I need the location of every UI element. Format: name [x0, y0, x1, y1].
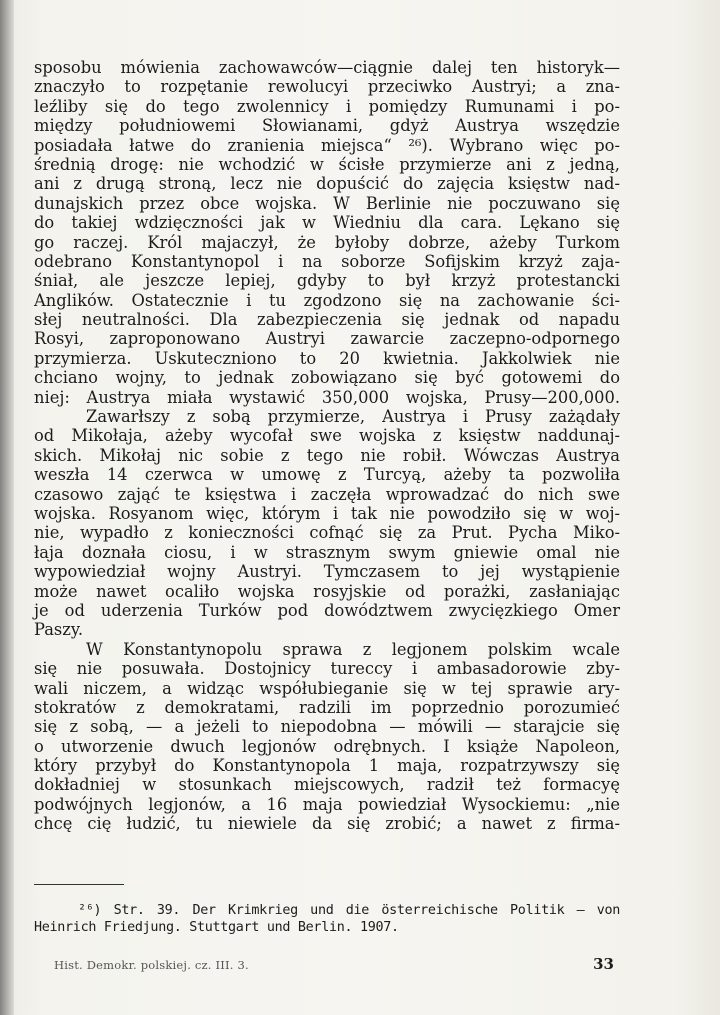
- paragraph-end-line: Paszy.: [34, 620, 84, 640]
- text-line: który przybył do Konstantynopola 1 maja, rozpatrzywszy się: [34, 756, 620, 776]
- text-line: się z sobą, — a jeżeli to niepodobna — mówili — starajcie się: [34, 717, 620, 737]
- text-line: nie, wypadło z konieczności cofnąć się za Prut. Pycha Miko-: [34, 523, 620, 543]
- text-line: chcę cię łudzić, tu niewiele da się zrobić; a nawet z firma-: [34, 814, 620, 834]
- text-line: o utworzenie dwuch legjonów odrębnych. I książe Napoleon,: [34, 736, 620, 756]
- text-line: między południowemi Słowianami, gdyż Austrya wszędzie: [34, 116, 620, 136]
- text-line: wali niczem, a widząc współubieganie się w tej sprawie ary-: [34, 678, 620, 698]
- text-line: śniał, ale jeszcze lepiej, gdyby to był krzyż protestancki: [34, 271, 620, 291]
- text-line: czasowo zająć te księstwa i zaczęła wprowadzać do nich swe: [34, 484, 620, 504]
- text-line: przymierza. Uskuteczniono to 20 kwietnia. Jakkolwiek nie: [34, 348, 620, 368]
- page-binding-shadow: [0, 0, 14, 1015]
- text-line: je od uderzenia Turków pod dowództwem zwycięzkiego Omer: [34, 600, 620, 620]
- text-line: odebrano Konstantynopol i na soborze Sofijskim krzyż zaja-: [34, 251, 620, 271]
- text-line: słej neutralności. Dla zabezpieczenia się jednak od napadu: [34, 310, 620, 330]
- paragraph-start-line: Zawarłszy z sobą przymierze, Austrya i Prusy zażądały: [86, 407, 620, 427]
- text-line: posiadała łatwe do zranienia miejsca“ ²⁶). Wybrano więc po-: [34, 135, 620, 155]
- text-line: może nawet ocaliło wojska rosyjskie od porażki, zasłaniając: [34, 581, 620, 601]
- footnote-line: ²⁶) Str. 39. Der Krimkrieg und die österreichische Politik — von: [78, 903, 620, 918]
- text-line: znaczyło to rozpętanie rewolucyi przeciwko Austryi; a zna-: [34, 77, 620, 97]
- printer-signature: Hist. Demokr. polskiej. cz. III. 3.: [54, 958, 249, 972]
- text-line: ani z drugą stroną, lecz nie dopuścić do zajęcia księstw nad-: [34, 174, 620, 194]
- text-line: Anglików. Ostatecznie i tu zgodzono się na zachowanie ści-: [34, 290, 620, 310]
- footnote-rule: [34, 884, 124, 885]
- footnote-line: Heinrich Friedjung. Stuttgart und Berlin. 1907.: [34, 920, 399, 935]
- text-line: stokratów z demokratami, radzili im poprzednio porozumieć: [34, 697, 620, 717]
- text-line: dunajskich przez obce wojska. W Berlinie nie poczuwano się: [34, 193, 620, 213]
- body-text: [34, 58, 620, 834]
- page-number: 33: [593, 955, 614, 973]
- text-line: leźliby się do tego zwolennicy i pomiędzy Rumunami i po-: [34, 96, 620, 116]
- text-line: go raczej. Król majaczył, że byłoby dobrze, ażeby Turkom: [34, 232, 620, 252]
- text-line: weszła 14 czerwca w umowę z Turcyą, ażeby ta pozwoliła: [34, 465, 620, 485]
- text-line: podwójnych legjonów, a 16 maja powiedział Wysockiemu: „nie: [34, 794, 620, 814]
- text-line: wojska. Rosyanom więc, którym i tak nie powodziło się w woj-: [34, 503, 620, 523]
- footnote: [34, 902, 620, 936]
- text-line: chciano wojny, to jednak zobowiązano się być gotowemi do: [34, 368, 620, 388]
- text-line: do takiej wdzięczności jak w Wiedniu dla cara. Lękano się: [34, 213, 620, 233]
- text-line: dokładniej w stosunkach miejscowych, radził też formacyę: [34, 775, 620, 795]
- text-line: od Mikołaja, ażeby wycofał swe wojska z księstw naddunaj-: [34, 426, 620, 446]
- text-line: sposobu mówienia zachowawców—ciągnie dalej ten historyk—: [34, 58, 620, 77]
- text-line: skich. Mikołaj nic sobie z tego nie robił. Wówczas Austrya: [34, 445, 620, 465]
- text-line: wypowiedział wojny Austryi. Tymczasem to jej wystąpienie: [34, 562, 620, 582]
- page-footer: [34, 955, 620, 978]
- text-line: łaja doznała ciosu, i w strasznym swym gniewie omal nie: [34, 542, 620, 562]
- text-line: niej: Austrya miała wystawić 350,000 wojska, Prusy—200,000.: [34, 387, 620, 407]
- text-line: się nie posuwała. Dostojnicy tureccy i ambasadorowie zby-: [34, 659, 620, 679]
- text-line: Rosyi, zaproponowano Austryi zawarcie zaczepno-odpornego: [34, 329, 620, 349]
- paragraph-start-line: W Konstantynopolu sprawa z legjonem polskim wcale: [86, 639, 620, 659]
- text-line: średnią drogę: nie wchodzić w ścisłe przymierze ani z jedną,: [34, 154, 620, 174]
